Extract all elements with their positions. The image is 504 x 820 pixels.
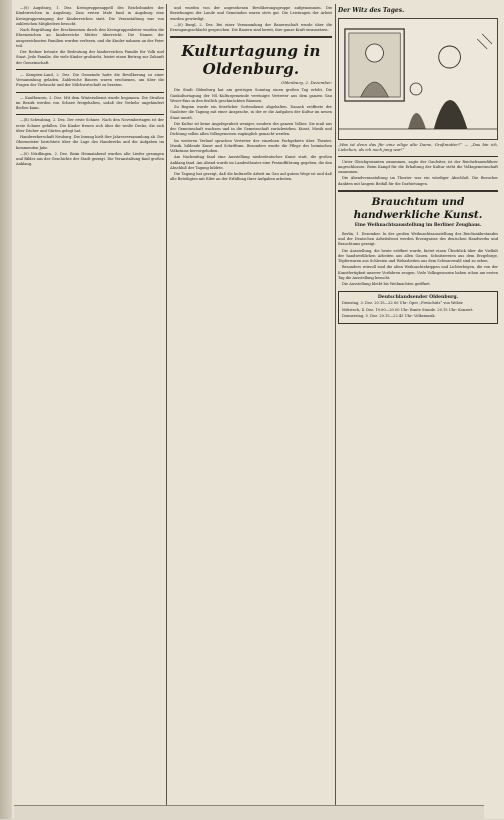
binding-edge — [0, 0, 12, 819]
article-paragraph: und wurden von der angesehenen Bevölkerungsgruppe aufgenommen. Die Beziehungen der Lande und Gemeinden waren stets gut. Die Leistungen der Arbeit wurden gewürdigt. — [170, 6, 332, 21]
headline-brauchtum: Brauchtum und handwerkliche Kunst. — [353, 195, 483, 221]
cartoon-drawing — [339, 19, 497, 139]
radio-program-line: Donnerstag, 5. Dez. 20.15—22.45 Uhr: Volksmusik. — [342, 313, 436, 318]
article-paragraph: Die Kultur ist keine Angelegenheit weniger, sondern des ganzen Volkes. Sie muß aus der Gemeinschaft wachsen und in die Gemeinschaft zurückwirken. Kunst, Musik und Dichtung sollen allen Volksgenossen zugänglich gemacht werden. — [170, 121, 332, 137]
article-paragraph: —(0) Augsburg, 1. Dez. Kreisgruppenappell des Reichsbundes der Kinderreichen in Augsburg. Zum ersten Male fand in Augsburg eine Kreisgruppentagung der Kinderreichen statt. Die Veranstaltung war von zahlreichen Mitgliedern besucht. — [16, 6, 164, 26]
divider — [170, 36, 332, 38]
article-paragraph: —(ß) Schwabing, 2. Dez. Der erste Schnee. Nach den Novembertagen ist der erste Schnee gefallen. Die Kinder freuen sich über die weiße Decke, die sich über Dächer und Gärten gelegt hat. — [16, 118, 164, 133]
article-paragraph: —(0) Burgl, 2. Dez. Bei einer Versammlung der Bauernschaft wurde über die Erzeugungsschlacht gesprochen. Die Bauern sind bereit, ihre ganze Kraft einzusetzen. — [170, 22, 332, 32]
divider — [338, 190, 498, 192]
column-rule — [166, 4, 167, 812]
article-paragraph: Nach Begrüßung der Erschienenen durch den Kreisgruppenleiter wurden die Ehrenzeichen an kinderreiche Mütter überreicht. Die Namen der ausgezeichneten Familien wurden verlesen, und die Kinder nahmen an der Feier teil. — [16, 28, 164, 48]
article-paragraph: Die Ausstellung, die heute eröffnet wurde, bietet einen Überblick über die Vielfalt der handwerklichen Arbeiten aus allen Gauen. Schnitzereien aus dem Erzgebirge, Töpferwaren aus Schlesien und Webarbeiten aus dem Schwarzwald sind zu sehen. — [338, 248, 498, 264]
article-paragraph: Berlin, 1. Dezember. In der großen Weihnachtsausstellung des Reichsnährstandes und der Deutschen Arbeitsfront werden Erzeugnisse des deutschen Handwerks und Brauchtums gezeigt. — [338, 231, 498, 247]
column-rule — [335, 4, 336, 812]
subheadline: Eine Weihnachtsausstellung im Berliner Zeughaus. — [354, 222, 482, 228]
article-paragraph: Unter Gleichgesinnten zusammen, sagte der Gauleiter, ist der Reichsfrauenführer angeschlossen. Beim Kampf für die Erhaltung der Kultur steht die Volksgemeinschaft zusammen. — [338, 159, 498, 175]
article-paragraph: Am Nachmittag fand eine Ausstellung niederdeutscher Kunst statt, die großen Anklang fand. Am Abend wurde im Landestheater eine Festaufführung gegeben, die den Abschluß der Tagung bildete. — [170, 155, 332, 170]
column-middle — [170, 6, 332, 812]
page-bottom-edge — [14, 805, 484, 820]
article-paragraph: Die Abendveranstaltung im Theater war ein würdiger Abschluß. Die Besucher dankten mit langem Beifall für die Darbietungen. — [338, 176, 498, 186]
article-paragraph: — Kaufbeuren, 2. Dez. Mit dem Wintersdienst wurde begonnen. Die Straßen im Bezirk werden von Schnee freigehalten, sodaß der Verkehr ungehindert fließen kann. — [16, 95, 164, 110]
article-paragraph: Die Ausstellung bleibt bis Weihnachten geöffnet. — [342, 282, 431, 287]
radio-program-title: Deutschlandsender Oldenburg. — [377, 295, 459, 301]
radio-program-box — [338, 291, 498, 324]
radio-program-line: Mittwoch, 4. Dez. 19.00—20.00 Uhr: Bunte Stunde. 20.15 Uhr: Konzert. — [342, 307, 474, 312]
divider — [16, 92, 164, 93]
article-paragraph: Handwerkerschaft Neuburg. Die Innung hielt ihre Jahresversammlung ab. Der Obermeister berichtete über die Lage des Handwerks und die Aufgaben im kommenden Jahr. — [16, 135, 164, 150]
cartoon-caption: „Was ist denn das für eine eilige alte Dame, Großmutter?“ — „Das bin ich, Liebchen, als ich noch jung war!“ — [338, 142, 498, 153]
column-right — [338, 6, 498, 812]
radio-program-line: Dienstag, 3. Dez. 20.15—22.00 Uhr: Oper „Freischütz“ von Weber. — [342, 301, 464, 306]
article-paragraph: Der Redner betonte die Bedeutung der kinderreichen Familie für Volk und Staat. Jede Familie, die viele Kinder großzieht, leistet einen Beitrag zur Zukunft der Gemeinschaft. — [16, 50, 164, 65]
witz-title: Der Witz des Tages. — [338, 7, 405, 14]
divider — [338, 156, 498, 157]
article-paragraph: Zu Beginn wurde ein feierlicher Gottesdienst abgehalten. Danach eröffnete der Gauleiter die Tagung mit einer Ansprache, in der er die Aufgaben der Kultur im neuen Staat umriß. — [170, 105, 332, 120]
article-paragraph: Die Tagung hat gezeigt, daß die kulturelle Arbeit im Gau auf gutem Wege ist und daß alle Beteiligten mit Eifer an der Erfüllung ihrer Aufgaben arbeiten. — [170, 172, 332, 182]
article-paragraph: Im weiteren Verlauf sprachen Vertreter der einzelnen Fachgebiete über Theater, Musik, bildende Kunst und Schrifttum. Besonders wurde die Pflege des heimischen Volkstums hervorgehoben. — [170, 138, 332, 153]
article-paragraph: Besonders reizvoll sind die alten Weihnachtskrippen und Lichterbögen, die von der Kunstfertigkeit unserer Vorfahren zeugen. Viele Volksgenossen haben schon am ersten Tag die Ausstellung besucht. — [338, 265, 498, 280]
article-paragraph: — Kempten-Land, 2. Dez. Die Gemeinde hatte die Bevölkerung zu einer Versammlung geladen. Zahlreiche Bauern waren erschienen, um über die Fragen der Viehzucht und der Milchwirtschaft zu beraten. — [16, 72, 164, 88]
dateline: Oldenburg, 2. Dezember. — [281, 80, 332, 86]
article-paragraph: Die Stadt Oldenburg hat am gestrigen Sonntag einen großen Tag erlebt. Die Gaukulturtagung der NS.-Kulturgemeinde vereinigte Vertreter aus dem ganzen Gau Weser-Ems in den festlich geschmückten Räumen. — [170, 88, 332, 103]
divider — [16, 69, 164, 70]
divider — [16, 114, 164, 115]
cartoon-illustration — [338, 18, 498, 140]
article-paragraph: —(0) Nördlingen, 2. Dez. Beim Heimatabend wurden alte Lieder gesungen und Bilder aus der Geschichte der Stadt gezeigt. Die Veranstaltung fand großen Anklang. — [16, 151, 164, 167]
headline-kulturtagung: Kulturtagung in Oldenburg. — [181, 42, 321, 79]
column-left — [16, 6, 164, 812]
